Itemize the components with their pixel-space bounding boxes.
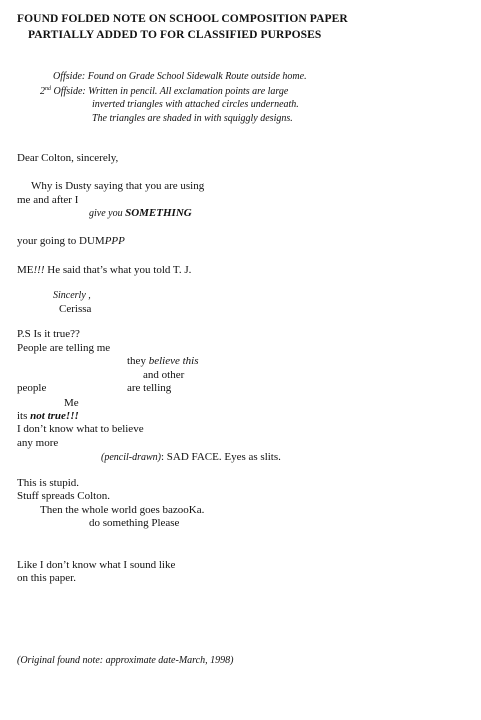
epigraph-line-1: Offside: Found on Grade School Sidewalk Route outside home. — [53, 71, 307, 82]
note-fragment: your going to DUM — [17, 235, 105, 247]
note-fragment: : SAD FACE. Eyes as slits. — [161, 451, 281, 463]
note-fragment: they — [127, 355, 149, 367]
ps-line: I don’t know what to believe — [17, 423, 144, 435]
ps-line — [101, 450, 281, 465]
ps-line: are telling — [127, 382, 172, 394]
note-fragment: give you — [89, 208, 126, 219]
salutation: Dear Colton, sincerely, — [17, 152, 119, 164]
note-line: This is stupid. — [17, 477, 80, 489]
ps-line: Me — [64, 397, 79, 409]
note-line: on this paper. — [17, 572, 76, 584]
page-title-line-2: PARTIALLY ADDED TO FOR CLASSIFIED PURPOSES — [28, 29, 322, 41]
note-line — [17, 263, 191, 277]
note-line: Like I don’t know what I sound like — [17, 559, 176, 571]
ps-line — [127, 354, 199, 368]
note-line: do something Please — [89, 517, 180, 529]
note-line: Why is Dusty saying that you are using — [31, 180, 205, 192]
epigraph-ordinal-suffix: nd — [45, 86, 51, 92]
note-line: Then the whole world goes bazooKa. — [40, 504, 205, 516]
ps-line: P.S Is it true?? — [17, 328, 80, 340]
note-line — [17, 234, 125, 248]
note-line: Stuff spreads Colton. — [17, 490, 110, 502]
emphasis-text: PPP — [104, 235, 125, 247]
closing: Sincerly , — [53, 290, 91, 301]
note-fragment: its — [17, 410, 31, 422]
ps-line: any more — [17, 437, 59, 449]
epigraph-ordinal: 2 — [40, 86, 45, 97]
ps-line: people — [17, 382, 47, 394]
footer-note: (Original found note: approximate date-March, 1998) — [17, 655, 234, 666]
epigraph-line-3: inverted triangles with attached circles underneath. — [92, 99, 299, 110]
note-line — [89, 206, 192, 221]
ps-line: and other — [143, 369, 185, 381]
emphasis-text: believe this — [148, 355, 199, 367]
note-fragment: He said that’s what you told T. J. — [44, 264, 192, 276]
emphasis-text: not true!!! — [30, 410, 79, 422]
ps-line — [17, 409, 79, 423]
epigraph-line-2 — [40, 85, 288, 99]
exclamation-marks: !!! — [33, 264, 45, 276]
page-title-line-1: FOUND FOLDED NOTE ON SCHOOL COMPOSITION PAPER — [17, 13, 348, 25]
signature: Cerissa — [59, 303, 92, 315]
note-line: me and after I — [17, 194, 79, 206]
note-fragment: (pencil-drawn) — [101, 452, 161, 463]
emphasis-text: SOMETHING — [125, 207, 192, 219]
ps-line: People are telling me — [17, 342, 111, 354]
note-fragment: ME — [17, 264, 34, 276]
epigraph-line-4: The triangles are shaded in with squiggly designs. — [92, 113, 293, 124]
epigraph-line-2-text: Offside: Written in pencil. All exclamation points are large — [51, 86, 289, 97]
